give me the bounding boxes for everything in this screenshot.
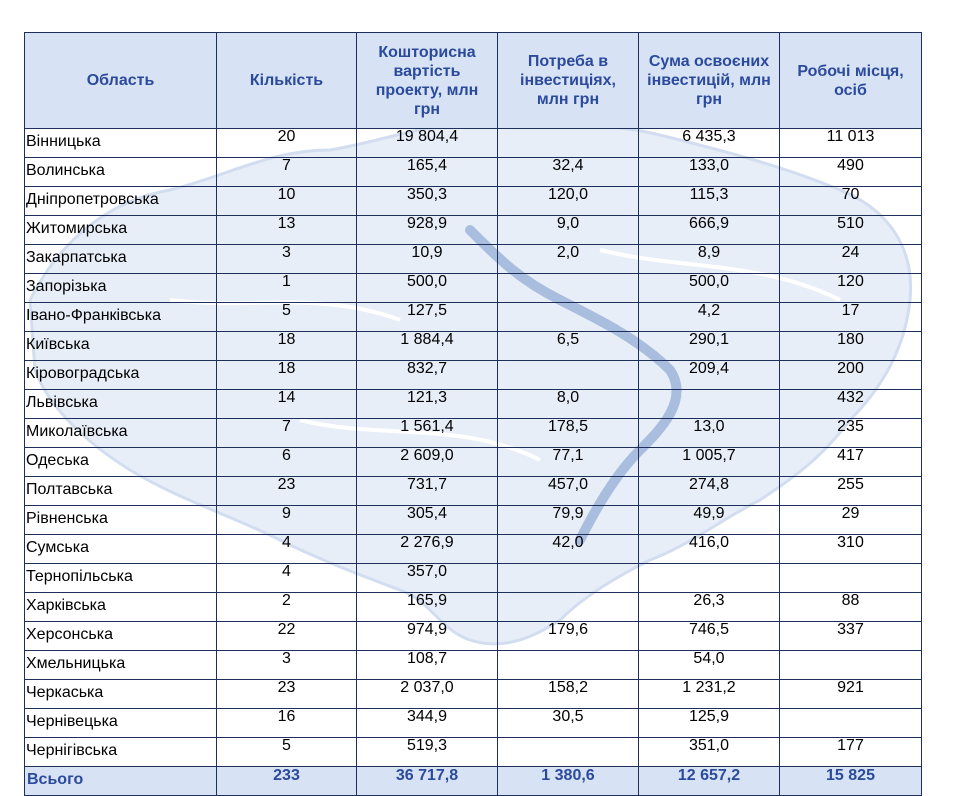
invested-sum: 26,3 [639,593,780,622]
jobs: 88 [780,593,922,622]
header-investment-need: Потреба в інвестиціях, млн грн [498,33,639,129]
project-count: 23 [217,477,357,506]
invested-sum: 666,9 [639,216,780,245]
project-count: 7 [217,158,357,187]
invested-sum: 209,4 [639,361,780,390]
table-row [25,709,922,738]
project-count: 3 [217,651,357,680]
investment-need: 30,5 [498,709,639,738]
project-cost: 305,4 [357,506,498,535]
table-row [25,622,922,651]
project-count: 6 [217,448,357,477]
total-label: Всього [25,767,217,796]
project-cost: 127,5 [357,303,498,332]
region-name: Львівська [25,390,217,419]
table-row [25,419,922,448]
project-count: 4 [217,564,357,593]
region-name: Харківська [25,593,217,622]
project-count: 18 [217,332,357,361]
project-cost: 19 804,4 [357,129,498,158]
project-count: 13 [217,216,357,245]
table-row [25,506,922,535]
investment-need: 179,6 [498,622,639,651]
jobs [780,564,922,593]
project-cost: 121,3 [357,390,498,419]
region-name: Чернігівська [25,738,217,767]
project-count: 5 [217,303,357,332]
table-row [25,216,922,245]
project-cost: 974,9 [357,622,498,651]
invested-sum: 6 435,3 [639,129,780,158]
project-count: 16 [217,709,357,738]
table-row [25,535,922,564]
region-name: Київська [25,332,217,361]
project-cost: 165,9 [357,593,498,622]
jobs: 11 013 [780,129,922,158]
header-count: Кількість [217,33,357,129]
project-cost: 350,3 [357,187,498,216]
region-name: Тернопільська [25,564,217,593]
investment-need [498,651,639,680]
invested-sum: 351,0 [639,738,780,767]
jobs: 337 [780,622,922,651]
region-name: Хмельницька [25,651,217,680]
region-name: Миколаївська [25,419,217,448]
total-jobs: 15 825 [780,767,922,796]
investment-need [498,738,639,767]
investment-need: 158,2 [498,680,639,709]
investment-need: 79,9 [498,506,639,535]
region-name: Рівненська [25,506,217,535]
project-count: 7 [217,419,357,448]
invested-sum: 290,1 [639,332,780,361]
invested-sum: 274,8 [639,477,780,506]
investment-need [498,564,639,593]
jobs: 921 [780,680,922,709]
project-count: 14 [217,390,357,419]
total-count: 233 [217,767,357,796]
table-row [25,564,922,593]
investment-need: 2,0 [498,245,639,274]
project-count: 1 [217,274,357,303]
jobs [780,709,922,738]
jobs: 177 [780,738,922,767]
invested-sum: 500,0 [639,274,780,303]
region-name: Запорізька [25,274,217,303]
investment-need: 6,5 [498,332,639,361]
table-header [25,33,922,129]
project-count: 4 [217,535,357,564]
jobs: 255 [780,477,922,506]
header-region: Область [25,33,217,129]
table-row [25,303,922,332]
table-row [25,361,922,390]
invested-sum: 1 231,2 [639,680,780,709]
investment-need: 32,4 [498,158,639,187]
table-row [25,390,922,419]
jobs: 29 [780,506,922,535]
jobs: 70 [780,187,922,216]
project-count: 23 [217,680,357,709]
investment-need: 120,0 [498,187,639,216]
invested-sum: 49,9 [639,506,780,535]
invested-sum: 13,0 [639,419,780,448]
project-cost: 1 884,4 [357,332,498,361]
project-count: 20 [217,129,357,158]
invested-sum: 1 005,7 [639,448,780,477]
total-row [25,767,922,796]
investment-need [498,593,639,622]
table-row [25,332,922,361]
jobs: 417 [780,448,922,477]
region-name: Івано-Франківська [25,303,217,332]
table-row [25,245,922,274]
investment-need [498,129,639,158]
project-cost: 928,9 [357,216,498,245]
header-project-cost: Кошторисна вартість проекту, млн грн [357,33,498,129]
region-name: Закарпатська [25,245,217,274]
investment-need: 178,5 [498,419,639,448]
jobs: 200 [780,361,922,390]
total-investment-need: 1 380,6 [498,767,639,796]
region-name: Полтавська [25,477,217,506]
invested-sum: 115,3 [639,187,780,216]
jobs: 120 [780,274,922,303]
total-invested-sum: 12 657,2 [639,767,780,796]
region-name: Дніпропетровська [25,187,217,216]
project-count: 3 [217,245,357,274]
jobs: 490 [780,158,922,187]
project-cost: 10,9 [357,245,498,274]
region-name: Вінницька [25,129,217,158]
project-cost: 165,4 [357,158,498,187]
jobs: 17 [780,303,922,332]
project-count: 10 [217,187,357,216]
table-row [25,477,922,506]
table-row [25,448,922,477]
header-invested-sum: Сума освоєних інвестицій, млн грн [639,33,780,129]
investment-need: 42,0 [498,535,639,564]
table-row [25,129,922,158]
jobs: 24 [780,245,922,274]
invested-sum: 133,0 [639,158,780,187]
region-name: Житомирська [25,216,217,245]
region-name: Кіровоградська [25,361,217,390]
project-cost: 832,7 [357,361,498,390]
invested-sum: 8,9 [639,245,780,274]
investment-need: 457,0 [498,477,639,506]
invested-sum [639,390,780,419]
project-count: 5 [217,738,357,767]
table-footer [25,767,922,796]
invested-sum: 746,5 [639,622,780,651]
invested-sum: 54,0 [639,651,780,680]
project-cost: 1 561,4 [357,419,498,448]
region-name: Черкаська [25,680,217,709]
jobs: 310 [780,535,922,564]
table-row [25,187,922,216]
regions-investment-table [24,32,922,796]
region-name: Волинська [25,158,217,187]
investment-need [498,361,639,390]
table-row [25,651,922,680]
project-cost: 500,0 [357,274,498,303]
project-cost: 108,7 [357,651,498,680]
table-row [25,158,922,187]
table-row [25,274,922,303]
investment-need: 9,0 [498,216,639,245]
jobs: 235 [780,419,922,448]
investment-need: 8,0 [498,390,639,419]
project-count: 18 [217,361,357,390]
jobs [780,651,922,680]
table-row [25,738,922,767]
jobs: 510 [780,216,922,245]
header-jobs: Робочі місця, осіб [780,33,922,129]
table-row [25,680,922,709]
region-name: Херсонська [25,622,217,651]
table-body [25,129,922,767]
project-count: 9 [217,506,357,535]
invested-sum: 416,0 [639,535,780,564]
project-count: 22 [217,622,357,651]
region-name: Чернівецька [25,709,217,738]
region-name: Сумська [25,535,217,564]
project-cost: 519,3 [357,738,498,767]
project-cost: 2 609,0 [357,448,498,477]
investment-need [498,274,639,303]
jobs: 180 [780,332,922,361]
project-count: 2 [217,593,357,622]
investment-need [498,303,639,332]
project-cost: 2 276,9 [357,535,498,564]
table-row [25,593,922,622]
invested-sum: 4,2 [639,303,780,332]
total-project-cost: 36 717,8 [357,767,498,796]
project-cost: 731,7 [357,477,498,506]
project-cost: 357,0 [357,564,498,593]
invested-sum [639,564,780,593]
project-cost: 2 037,0 [357,680,498,709]
investment-need: 77,1 [498,448,639,477]
invested-sum: 125,9 [639,709,780,738]
jobs: 432 [780,390,922,419]
region-name: Одеська [25,448,217,477]
project-cost: 344,9 [357,709,498,738]
